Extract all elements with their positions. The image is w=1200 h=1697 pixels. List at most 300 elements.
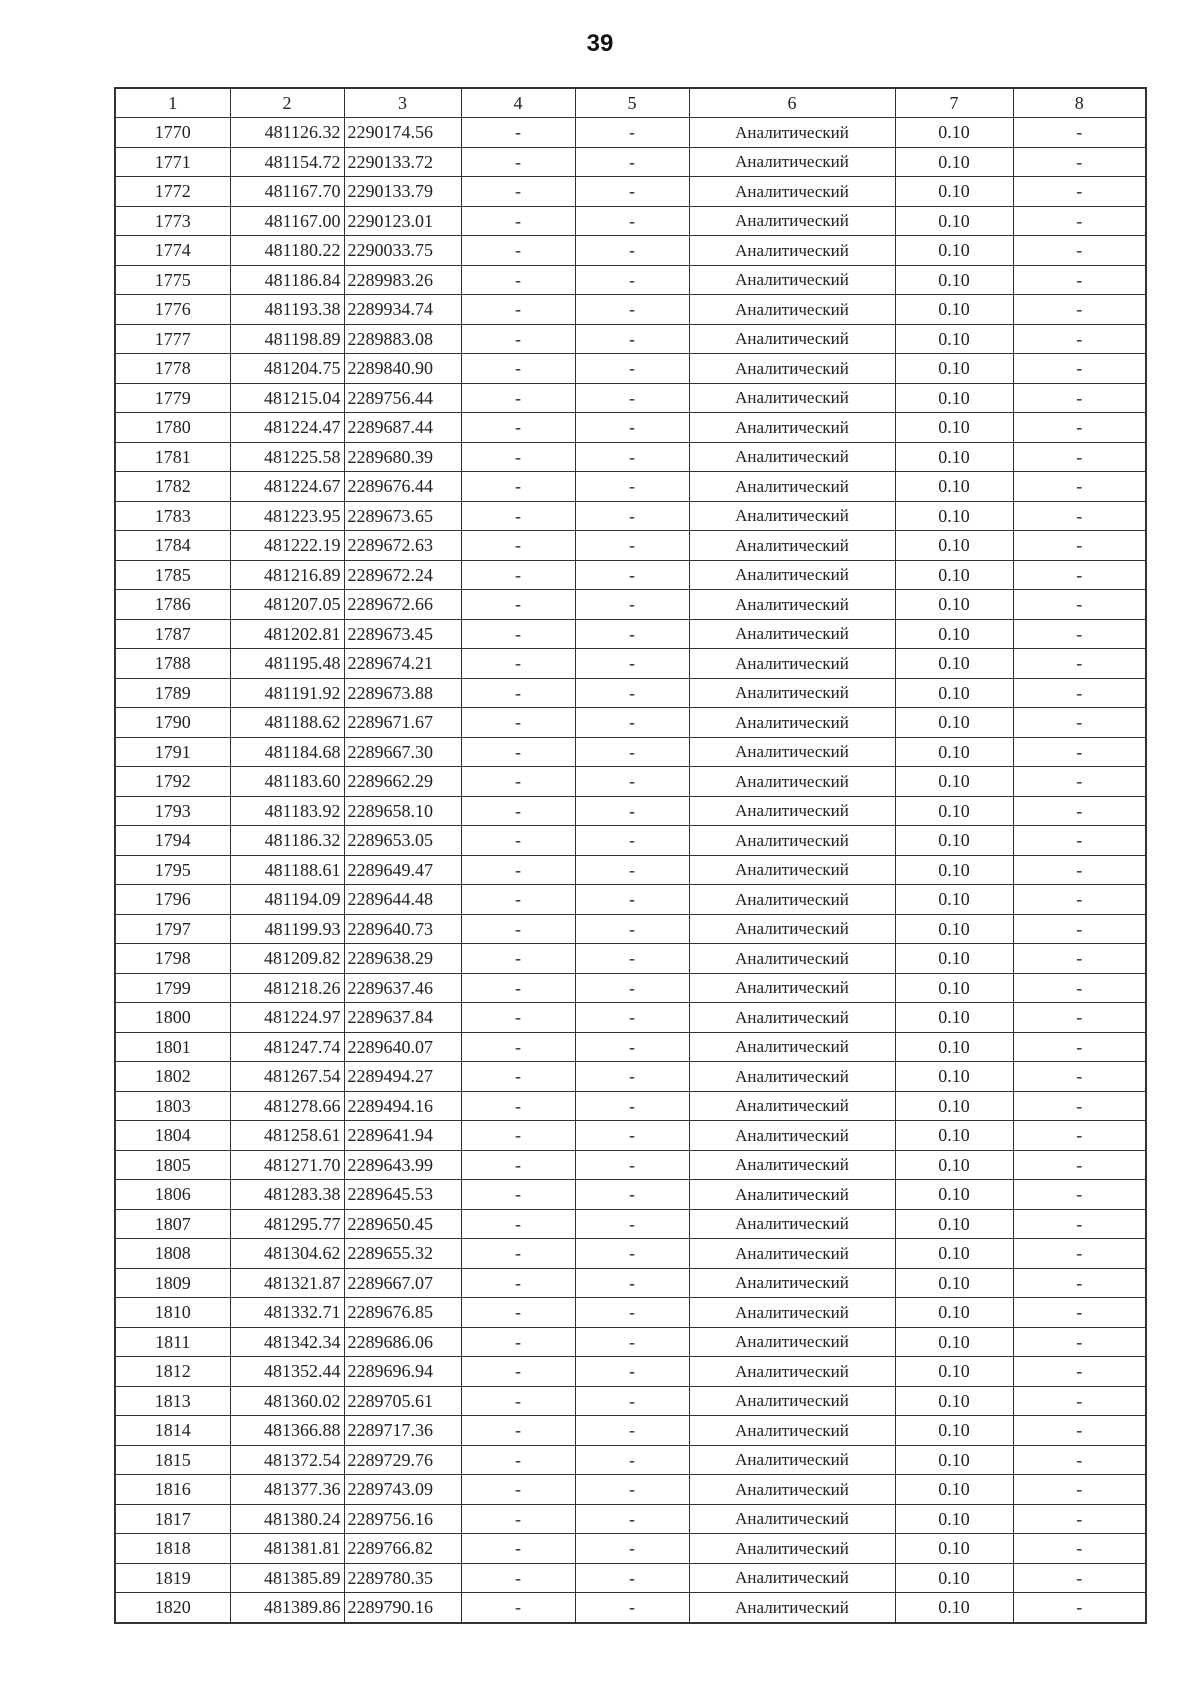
table-cell-col-3: 2289640.73 [344,914,461,944]
table-cell-col-7: 0.10 [895,1386,1013,1416]
table-cell-col-4: - [461,147,575,177]
table-cell-col-2: 481332.71 [230,1298,344,1328]
table-header-row [115,88,1146,118]
table-cell-col-2: 481188.62 [230,708,344,738]
table-cell-col-2: 481183.92 [230,796,344,826]
table-cell-col-4: - [461,265,575,295]
table-cell-col-1: 1779 [115,383,230,413]
table-cell-col-2: 481304.62 [230,1239,344,1269]
table-cell-col-4: - [461,324,575,354]
table-cell-col-7: 0.10 [895,118,1013,148]
table-cell-col-3: 2289671.67 [344,708,461,738]
table-cell-col-3: 2289641.94 [344,1121,461,1151]
table-cell-col-2: 481247.74 [230,1032,344,1062]
table-cell-col-1: 1786 [115,590,230,620]
table-cell-col-3: 2289655.32 [344,1239,461,1269]
table-cell-col-8: - [1013,1209,1146,1239]
table-cell-col-1: 1780 [115,413,230,443]
table-cell-col-6: Аналитический [689,944,895,974]
table-cell-col-6: Аналитический [689,265,895,295]
table-cell-col-7: 0.10 [895,944,1013,974]
table-cell-col-7: 0.10 [895,1563,1013,1593]
table-cell-col-2: 481186.32 [230,826,344,856]
table-cell-col-8: - [1013,1504,1146,1534]
table-cell-col-1: 1795 [115,855,230,885]
table-cell-col-5: - [575,767,689,797]
table-cell-col-4: - [461,767,575,797]
table-cell-col-7: 0.10 [895,1268,1013,1298]
column-header-3: 3 [344,88,461,118]
table-cell-col-1: 1818 [115,1534,230,1564]
table-cell-col-2: 481193.38 [230,295,344,325]
table-cell-col-5: - [575,472,689,502]
table-cell-col-4: - [461,1268,575,1298]
table-cell-col-5: - [575,796,689,826]
table-cell-col-2: 481154.72 [230,147,344,177]
table-row [115,265,1146,295]
table-cell-col-2: 481186.84 [230,265,344,295]
table-cell-col-5: - [575,619,689,649]
table-cell-col-2: 481267.54 [230,1062,344,1092]
table-cell-col-3: 2289934.74 [344,295,461,325]
table-row [115,1475,1146,1505]
table-row [115,1268,1146,1298]
table-cell-col-4: - [461,1563,575,1593]
table-cell-col-1: 1774 [115,236,230,266]
table-cell-col-1: 1814 [115,1416,230,1446]
coordinates-table [114,87,1147,1624]
table-cell-col-1: 1800 [115,1003,230,1033]
table-cell-col-8: - [1013,590,1146,620]
table-cell-col-7: 0.10 [895,383,1013,413]
table-cell-col-2: 481224.67 [230,472,344,502]
table-row [115,1327,1146,1357]
table-cell-col-8: - [1013,649,1146,679]
table-cell-col-4: - [461,118,575,148]
table-cell-col-2: 481188.61 [230,855,344,885]
table-cell-col-4: - [461,1445,575,1475]
table-cell-col-6: Аналитический [689,1416,895,1446]
table-cell-col-7: 0.10 [895,1504,1013,1534]
table-row [115,531,1146,561]
table-cell-col-5: - [575,1121,689,1151]
table-cell-col-5: - [575,885,689,915]
table-cell-col-5: - [575,1386,689,1416]
table-row [115,1534,1146,1564]
table-row [115,796,1146,826]
table-cell-col-1: 1809 [115,1268,230,1298]
table-cell-col-1: 1820 [115,1593,230,1623]
table-cell-col-4: - [461,1534,575,1564]
table-cell-col-3: 2289658.10 [344,796,461,826]
table-cell-col-7: 0.10 [895,826,1013,856]
table-cell-col-3: 2289756.44 [344,383,461,413]
table-cell-col-2: 481167.70 [230,177,344,207]
table-row [115,619,1146,649]
table-cell-col-6: Аналитический [689,472,895,502]
table-cell-col-7: 0.10 [895,678,1013,708]
table-row [115,649,1146,679]
table-cell-col-5: - [575,177,689,207]
table-cell-col-6: Аналитический [689,590,895,620]
table-body [115,118,1146,1623]
table-cell-col-2: 481258.61 [230,1121,344,1151]
table-cell-col-2: 481207.05 [230,590,344,620]
table-cell-col-4: - [461,1121,575,1151]
table-cell-col-2: 481342.34 [230,1327,344,1357]
table-cell-col-1: 1794 [115,826,230,856]
table-row [115,914,1146,944]
table-row [115,147,1146,177]
table-cell-col-3: 2289649.47 [344,855,461,885]
table-cell-col-2: 481380.24 [230,1504,344,1534]
table-cell-col-2: 481199.93 [230,914,344,944]
table-cell-col-6: Аналитический [689,1239,895,1269]
table-cell-col-4: - [461,531,575,561]
table-cell-col-5: - [575,1475,689,1505]
table-cell-col-4: - [461,678,575,708]
table-cell-col-6: Аналитический [689,1180,895,1210]
table-cell-col-3: 2289676.85 [344,1298,461,1328]
table-cell-col-1: 1799 [115,973,230,1003]
table-cell-col-1: 1775 [115,265,230,295]
table-cell-col-8: - [1013,118,1146,148]
table-cell-col-8: - [1013,1416,1146,1446]
table-cell-col-1: 1812 [115,1357,230,1387]
table-cell-col-1: 1804 [115,1121,230,1151]
table-cell-col-5: - [575,1445,689,1475]
table-cell-col-2: 481180.22 [230,236,344,266]
table-cell-col-8: - [1013,1563,1146,1593]
table-cell-col-3: 2289983.26 [344,265,461,295]
table-cell-col-2: 481366.88 [230,1416,344,1446]
table-cell-col-3: 2289680.39 [344,442,461,472]
table-cell-col-1: 1806 [115,1180,230,1210]
table-cell-col-6: Аналитический [689,855,895,885]
table-cell-col-3: 2289637.84 [344,1003,461,1033]
table-cell-col-4: - [461,442,575,472]
table-cell-col-3: 2290033.75 [344,236,461,266]
table-cell-col-8: - [1013,885,1146,915]
table-cell-col-4: - [461,619,575,649]
table-cell-col-6: Аналитический [689,708,895,738]
table-row [115,1209,1146,1239]
table-cell-col-6: Аналитический [689,1357,895,1387]
table-row [115,442,1146,472]
table-cell-col-4: - [461,1416,575,1446]
table-row [115,206,1146,236]
table-cell-col-5: - [575,855,689,885]
table-cell-col-3: 2289674.21 [344,649,461,679]
table-cell-col-4: - [461,236,575,266]
table-cell-col-8: - [1013,1357,1146,1387]
table-cell-col-8: - [1013,767,1146,797]
table-cell-col-7: 0.10 [895,796,1013,826]
table-cell-col-4: - [461,472,575,502]
table-cell-col-2: 481377.36 [230,1475,344,1505]
table-cell-col-5: - [575,206,689,236]
table-cell-col-4: - [461,1239,575,1269]
table-cell-col-2: 481215.04 [230,383,344,413]
table-cell-col-5: - [575,295,689,325]
table-cell-col-5: - [575,1593,689,1623]
table-cell-col-6: Аналитический [689,324,895,354]
table-cell-col-6: Аналитический [689,1121,895,1151]
table-cell-col-4: - [461,649,575,679]
table-cell-col-4: - [461,1357,575,1387]
table-cell-col-3: 2289650.45 [344,1209,461,1239]
table-cell-col-4: - [461,855,575,885]
table-row [115,324,1146,354]
table-cell-col-1: 1808 [115,1239,230,1269]
table-row [115,1239,1146,1269]
table-cell-col-6: Аналитический [689,649,895,679]
table-row [115,383,1146,413]
column-header-8: 8 [1013,88,1146,118]
table-cell-col-2: 481381.81 [230,1534,344,1564]
table-cell-col-4: - [461,708,575,738]
table-cell-col-8: - [1013,1091,1146,1121]
table-cell-col-1: 1817 [115,1504,230,1534]
table-cell-col-5: - [575,1062,689,1092]
table-cell-col-1: 1796 [115,885,230,915]
table-cell-col-8: - [1013,295,1146,325]
table-cell-col-3: 2290133.79 [344,177,461,207]
table-cell-col-2: 481372.54 [230,1445,344,1475]
table-cell-col-7: 0.10 [895,1032,1013,1062]
page-number: 39 [586,30,614,57]
table-cell-col-6: Аналитический [689,1150,895,1180]
table-cell-col-8: - [1013,206,1146,236]
table-cell-col-8: - [1013,560,1146,590]
table-cell-col-6: Аналитический [689,1534,895,1564]
table-cell-col-6: Аналитический [689,295,895,325]
table-cell-col-7: 0.10 [895,885,1013,915]
table-cell-col-7: 0.10 [895,236,1013,266]
table-cell-col-5: - [575,1239,689,1269]
table-row [115,1150,1146,1180]
table-cell-col-5: - [575,973,689,1003]
table-cell-col-4: - [461,1003,575,1033]
table-row [115,1386,1146,1416]
table-cell-col-4: - [461,501,575,531]
table-cell-col-6: Аналитический [689,1475,895,1505]
table-cell-col-7: 0.10 [895,1327,1013,1357]
column-header-5: 5 [575,88,689,118]
table-cell-col-8: - [1013,1534,1146,1564]
table-cell-col-3: 2289673.45 [344,619,461,649]
table-row [115,973,1146,1003]
table-row [115,1121,1146,1151]
table-cell-col-8: - [1013,442,1146,472]
table-cell-col-7: 0.10 [895,1062,1013,1092]
table-cell-col-1: 1776 [115,295,230,325]
table-cell-col-7: 0.10 [895,531,1013,561]
table-cell-col-1: 1777 [115,324,230,354]
table-cell-col-6: Аналитический [689,531,895,561]
table-cell-col-1: 1801 [115,1032,230,1062]
table-cell-col-7: 0.10 [895,649,1013,679]
table-cell-col-5: - [575,501,689,531]
table-cell-col-7: 0.10 [895,1593,1013,1623]
table-cell-col-6: Аналитический [689,1062,895,1092]
table-cell-col-7: 0.10 [895,177,1013,207]
table-cell-col-8: - [1013,1445,1146,1475]
table-cell-col-3: 2289676.44 [344,472,461,502]
table-cell-col-8: - [1013,1062,1146,1092]
table-cell-col-5: - [575,1504,689,1534]
table-cell-col-7: 0.10 [895,619,1013,649]
table-cell-col-4: - [461,1298,575,1328]
table-cell-col-4: - [461,1150,575,1180]
table-cell-col-1: 1770 [115,118,230,148]
table-cell-col-7: 0.10 [895,590,1013,620]
table-cell-col-6: Аналитический [689,501,895,531]
table-cell-col-6: Аналитический [689,1298,895,1328]
table-cell-col-7: 0.10 [895,1239,1013,1269]
table-cell-col-1: 1805 [115,1150,230,1180]
table-cell-col-6: Аналитический [689,354,895,384]
table-cell-col-5: - [575,1091,689,1121]
table-cell-col-5: - [575,118,689,148]
table-cell-col-1: 1788 [115,649,230,679]
table-cell-col-2: 481202.81 [230,619,344,649]
table-cell-col-2: 481321.87 [230,1268,344,1298]
table-cell-col-2: 481278.66 [230,1091,344,1121]
table-cell-col-3: 2289673.88 [344,678,461,708]
table-cell-col-4: - [461,1180,575,1210]
table-cell-col-1: 1819 [115,1563,230,1593]
table-cell-col-5: - [575,383,689,413]
table-cell-col-1: 1781 [115,442,230,472]
table-cell-col-3: 2289687.44 [344,413,461,443]
table-cell-col-6: Аналитический [689,1003,895,1033]
table-cell-col-7: 0.10 [895,1209,1013,1239]
table-cell-col-1: 1773 [115,206,230,236]
table-cell-col-2: 481224.97 [230,1003,344,1033]
table-cell-col-3: 2289883.08 [344,324,461,354]
table-cell-col-7: 0.10 [895,973,1013,1003]
table-cell-col-6: Аналитический [689,383,895,413]
table-cell-col-4: - [461,914,575,944]
table-cell-col-5: - [575,1357,689,1387]
table-cell-col-3: 2289780.35 [344,1563,461,1593]
table-cell-col-6: Аналитический [689,442,895,472]
table-cell-col-7: 0.10 [895,1298,1013,1328]
table-cell-col-4: - [461,1504,575,1534]
table-cell-col-6: Аналитический [689,1268,895,1298]
table-cell-col-8: - [1013,383,1146,413]
table-cell-col-6: Аналитический [689,1563,895,1593]
table-cell-col-1: 1782 [115,472,230,502]
table-cell-col-3: 2289672.24 [344,560,461,590]
table-cell-col-6: Аналитический [689,147,895,177]
table-cell-col-4: - [461,560,575,590]
table-cell-col-7: 0.10 [895,472,1013,502]
table-row [115,767,1146,797]
table-cell-col-5: - [575,737,689,767]
table-cell-col-5: - [575,324,689,354]
table-row [115,708,1146,738]
table-row [115,1062,1146,1092]
table-cell-col-6: Аналитический [689,1593,895,1623]
table-cell-col-3: 2289756.16 [344,1504,461,1534]
table-row [115,737,1146,767]
table-cell-col-8: - [1013,708,1146,738]
table-cell-col-4: - [461,354,575,384]
table-cell-col-1: 1816 [115,1475,230,1505]
table-cell-col-2: 481184.68 [230,737,344,767]
table-cell-col-2: 481183.60 [230,767,344,797]
table-cell-col-7: 0.10 [895,1003,1013,1033]
table-cell-col-3: 2289667.30 [344,737,461,767]
table-cell-col-8: - [1013,1327,1146,1357]
table-cell-col-3: 2289653.05 [344,826,461,856]
table-cell-col-2: 481195.48 [230,649,344,679]
table-cell-col-8: - [1013,973,1146,1003]
table-cell-col-1: 1789 [115,678,230,708]
table-cell-col-5: - [575,236,689,266]
table-cell-col-7: 0.10 [895,295,1013,325]
table-cell-col-4: - [461,944,575,974]
table-cell-col-1: 1793 [115,796,230,826]
table-cell-col-1: 1807 [115,1209,230,1239]
table-cell-col-2: 481224.47 [230,413,344,443]
table-cell-col-1: 1778 [115,354,230,384]
table-cell-col-2: 481283.38 [230,1180,344,1210]
table-cell-col-1: 1803 [115,1091,230,1121]
table-cell-col-5: - [575,1416,689,1446]
table-row [115,885,1146,915]
table-cell-col-3: 2290174.56 [344,118,461,148]
table-row [115,472,1146,502]
table-cell-col-4: - [461,177,575,207]
table-cell-col-7: 0.10 [895,265,1013,295]
table-cell-col-8: - [1013,1003,1146,1033]
table-cell-col-8: - [1013,1239,1146,1269]
table-cell-col-7: 0.10 [895,1150,1013,1180]
table-cell-col-3: 2289643.99 [344,1150,461,1180]
table-cell-col-6: Аналитический [689,1209,895,1239]
table-row [115,855,1146,885]
table-cell-col-7: 0.10 [895,1445,1013,1475]
table-cell-col-8: - [1013,737,1146,767]
table-row [115,590,1146,620]
table-cell-col-3: 2289672.66 [344,590,461,620]
table-cell-col-3: 2289640.07 [344,1032,461,1062]
table-cell-col-7: 0.10 [895,1475,1013,1505]
table-cell-col-2: 481225.58 [230,442,344,472]
table-cell-col-2: 481191.92 [230,678,344,708]
column-header-1: 1 [115,88,230,118]
table-cell-col-5: - [575,1150,689,1180]
table-row [115,1091,1146,1121]
table-cell-col-8: - [1013,1032,1146,1062]
table-cell-col-5: - [575,1327,689,1357]
table-cell-col-4: - [461,1386,575,1416]
table-row [115,1593,1146,1623]
table-cell-col-7: 0.10 [895,324,1013,354]
table-cell-col-1: 1802 [115,1062,230,1092]
table-cell-col-3: 2289840.90 [344,354,461,384]
table-cell-col-1: 1791 [115,737,230,767]
table-cell-col-5: - [575,147,689,177]
table-cell-col-8: - [1013,678,1146,708]
table-cell-col-8: - [1013,944,1146,974]
table-cell-col-5: - [575,1209,689,1239]
table-cell-col-4: - [461,973,575,1003]
table-cell-col-7: 0.10 [895,1416,1013,1446]
